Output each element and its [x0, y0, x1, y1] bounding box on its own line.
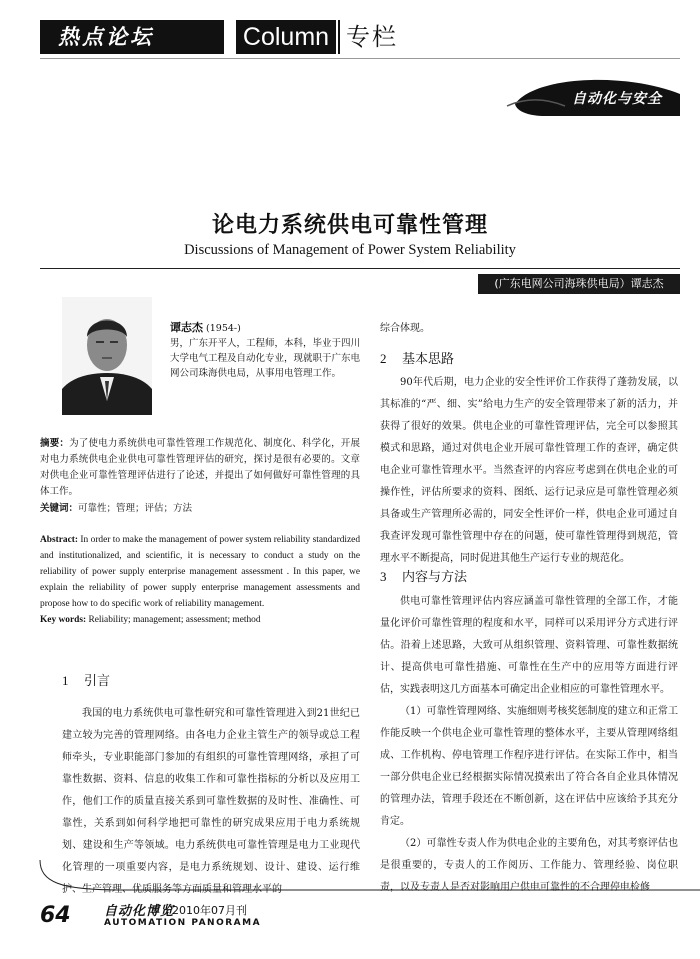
page-number: 64 [40, 903, 71, 928]
column-label: Column [236, 20, 336, 54]
author-affiliation: (广东电网公司海珠供电局）谭志杰 [478, 274, 680, 294]
section-3-number: 3 [380, 569, 387, 584]
section-3-heading [380, 566, 467, 585]
keywords-en-label: Key words: [40, 615, 87, 625]
section-3-paragraph-2: （1）可靠性管理网络、实施细则考核奖惩制度的建立和正常工作能反映一个供电企业可靠性管理的整体水平，主要从管理网络组成、工作机构、停电管理工作程序进行评估。在实际工作中，相当一部分供电企业已经根据实际情况摸索出了符合各自企业具体情况的管理办法，管理手段还在不断创新，这在评估中应该给予其充分肯定。 [380, 706, 678, 827]
abstract-cn-text: 为了使电力系统供电可靠性管理工作规范化、制度化、科学化，开展对电力系统供电企业供电可靠性管理评估的研究，探讨是很有必要的。文章对供电企业可靠性管理评估进行了论述，并提出了如何做好可靠性管理的具体工作。 [40, 438, 360, 497]
keywords-en-text: Reliability; management; assessment; method [88, 615, 261, 625]
author-bio [170, 320, 360, 381]
article-title-en: Discussions of Management of Power System Reliability [184, 242, 516, 258]
section-2-title: 基本思路 [402, 352, 455, 367]
section-1-heading [62, 670, 110, 689]
section-1-title: 引言 [84, 674, 111, 689]
magazine-name-en: AUTOMATION PANORAMA [104, 918, 262, 928]
issue-date: 2010年07月刊 [172, 904, 247, 917]
keywords-cn [40, 501, 360, 517]
section-2-number: 2 [380, 351, 387, 366]
author-bio-text: 男，广东开平人，工程师，本科，毕业于四川大学电气工程及自动化专业，现就职于广东电网公司珠海供电局，从事用电管理工作。 [170, 338, 361, 379]
section-2-heading [380, 348, 454, 367]
abstract-cn-label: 摘要： [40, 438, 70, 449]
header-rule [40, 58, 680, 59]
keywords-cn-text: 可靠性；管理；评估；方法 [78, 503, 193, 514]
section-3-title: 内容与方法 [402, 570, 468, 585]
continued-text: 综合体现。 [380, 323, 430, 334]
abstract-cn [40, 436, 360, 500]
magazine-name: 自动化博览 [104, 904, 175, 919]
section-2-body [380, 372, 678, 570]
section-3-paragraph-1: 供电可靠性管理评估内容应涵盖可靠性管理的全部工作，才能量化评价可靠性管理的程度和水平，同样可以采用评分方式进行评估。沿着上述思路，大致可从组织管理、资料管理、可靠性数据统计、提高供电可靠性措施、可靠性在生产中的应用等方面进行评估，实践表明这几方面基本可确定出企业相应的可靠性管理水平。 [380, 596, 678, 695]
section-label: 热点论坛 [58, 25, 154, 49]
keywords-cn-label: 关键词： [40, 503, 79, 514]
author-photo [62, 297, 152, 415]
keywords-en [40, 612, 360, 628]
section-3-paragraph-3: （2）可靠性专责人作为供电企业的主要角色，对其考察评估也是很重要的，专责人的工作阅历、工作能力、管理经验、岗位职责，以及专责人是否对影响用户供电可靠性的不合理停电检修 [380, 838, 678, 893]
author-name: 谭志杰 [170, 321, 203, 334]
section-3-body [380, 591, 678, 899]
abstract-en-text: In order to make the management of power system reliability standardized and institutionalized, and scientific, it is necessary to conduct a study on the reliability of power supply enterprise management assessment . In this paper, we explain the reliability of power supply enterprise management assessments and propose how to do specific work of reliability management. [40, 535, 361, 609]
logo-text: 自动化与安全 [572, 91, 662, 107]
article-title: 论电力系统供电可靠性管理 [211, 213, 488, 238]
title-rule [40, 268, 680, 269]
author-years: (1954-) [206, 323, 241, 334]
column-label-cn: 专栏 [346, 23, 398, 51]
abstract-en-label: Abstract: [40, 535, 79, 545]
section-1-number: 1 [62, 673, 69, 688]
section-2-paragraph: 90年代后期，电力企业的安全性评价工作获得了蓬勃发展，以其标准的“严、细、实”给电力生产的安全管理带来了新的活力，并获得了很好的效果。供电企业的可靠性管理评估，完全可以参照其模式和思路，通过对供电企业开展可靠性管理工作的查评，确定供电企业可靠性管理水平。当然查评的内容应考虑到在供电企业的可操作性，评估所要求的资料、图纸、运行记录应是可靠性管理必须具备或生产管理所必需的，同安全性评价一样，供电企业可通过自我查评发现可靠性管理中存在的问题，使可靠性管理得到规范，管理水平不断提高，同时促进其他生产运行专业的规范化。 [380, 377, 678, 564]
abstract-en [40, 532, 360, 612]
section-1-paragraph: 我国的电力系统供电可靠性研究和可靠性管理进入到21世纪已建立较为完善的管理网络。由各电力企业主管生产的领导或总工程师牵头，专业职能部门参加的有组织的可靠性管理网络，承担了可靠性数据、资料、信息的收集工作和可靠性指标的分析以及应用工作，他们工作的质量直接关系到可靠性数据的及时性、准确性、可靠性，关系到如何科学地把可靠性的研究成果应用于电力系统规划、建设和生产等领域。电力系统供电可靠性管理是电力工业现代化管理的一项重要内容，是电力系统规划、设计、建设、运行维护、生产管理、优质服务等方面质量和管理水平的 [62, 708, 360, 895]
